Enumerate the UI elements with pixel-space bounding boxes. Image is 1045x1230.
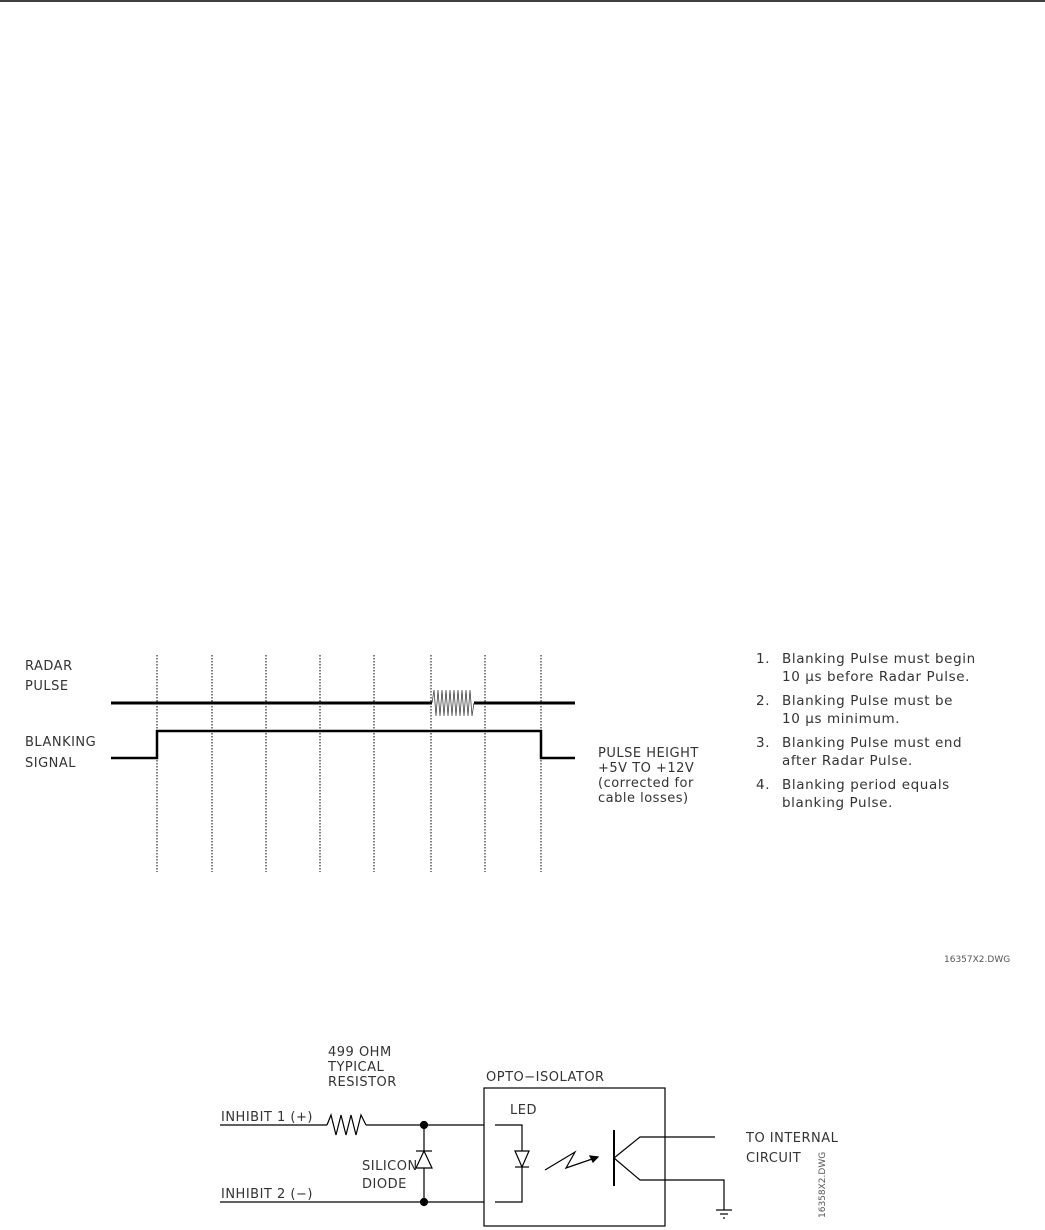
drawing-id-2: 16358X2.DWG bbox=[818, 1151, 828, 1218]
blanking-label-2: SIGNAL bbox=[25, 756, 77, 771]
note-1-line-2: 10 µs before Radar Pulse. bbox=[782, 669, 971, 685]
silicon-diode-symbol bbox=[416, 1151, 432, 1168]
radar-burst bbox=[432, 690, 474, 716]
led-label: LED bbox=[510, 1103, 537, 1118]
note-1-line-1: Blanking Pulse must begin bbox=[782, 651, 976, 667]
led-wire bbox=[495, 1125, 522, 1202]
radar-pulse-trace bbox=[111, 690, 575, 716]
note-4-line-2: blanking Pulse. bbox=[782, 795, 893, 811]
light-arrow bbox=[545, 1152, 598, 1170]
output-label-1: TO INTERNAL bbox=[746, 1131, 839, 1146]
drawing-id-1: 16357X2.DWG bbox=[944, 955, 1011, 965]
radar-label-2: PULSE bbox=[25, 679, 69, 694]
resistor-label-3: RESISTOR bbox=[328, 1075, 397, 1090]
note-2-line-2: 10 µs minimum. bbox=[782, 711, 901, 727]
pulse-height-4: cable losses) bbox=[598, 791, 689, 806]
note-1-number: 1. bbox=[756, 651, 771, 667]
timing-diagram bbox=[25, 655, 699, 872]
note-2-line-1: Blanking Pulse must be bbox=[782, 693, 954, 709]
note-3-number: 3. bbox=[756, 735, 771, 751]
diode-label-2: DIODE bbox=[362, 1177, 407, 1192]
note-2-number: 2. bbox=[756, 693, 771, 709]
note-3-line-2: after Radar Pulse. bbox=[782, 753, 913, 769]
notes-list bbox=[756, 651, 976, 811]
opto-isolator-schematic bbox=[220, 1088, 732, 1226]
resistor-label-2: TYPICAL bbox=[328, 1060, 385, 1075]
inhibit2-label: INHIBIT 2 (−) bbox=[221, 1187, 313, 1202]
opto-isolator-label: OPTO−ISOLATOR bbox=[486, 1070, 605, 1085]
pulse-height-2: +5V TO +12V bbox=[598, 761, 695, 776]
led-symbol bbox=[515, 1151, 529, 1167]
note-4-number: 4. bbox=[756, 777, 771, 793]
blanking-label-1: BLANKING bbox=[25, 735, 97, 750]
blanking-signal-trace bbox=[111, 731, 575, 758]
pulse-height-3: (corrected for bbox=[598, 776, 694, 791]
note-4-line-1: Blanking period equals bbox=[782, 777, 950, 793]
time-gridlines bbox=[157, 655, 541, 872]
resistor-label-1: 499 OHM bbox=[328, 1045, 392, 1060]
diode-label-1: SILICON bbox=[362, 1159, 418, 1174]
radar-label-1: RADAR bbox=[25, 659, 73, 674]
output-label-2: CIRCUIT bbox=[746, 1151, 802, 1166]
note-3-line-1: Blanking Pulse must end bbox=[782, 735, 963, 751]
resistor-symbol bbox=[327, 1115, 366, 1135]
junction-dot bbox=[421, 1199, 428, 1206]
junction-dot bbox=[421, 1122, 428, 1129]
pulse-height-1: PULSE HEIGHT bbox=[598, 746, 699, 761]
inhibit1-label: INHIBIT 1 (+) bbox=[221, 1110, 313, 1125]
